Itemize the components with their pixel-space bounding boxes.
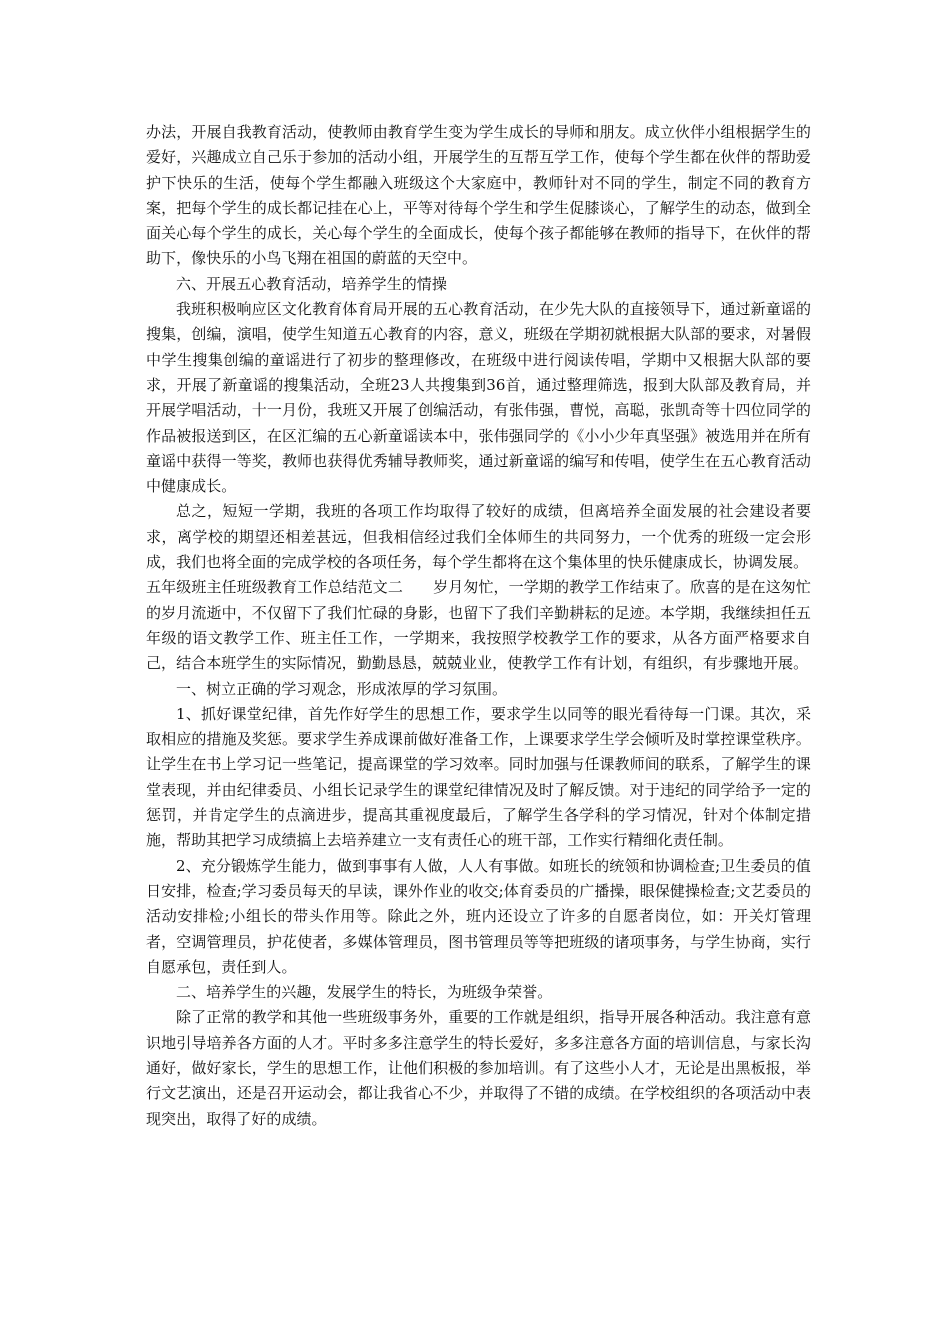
paragraph-classroom-discipline: 1、抓好课堂纪律，首先作好学生的思想工作，要求学生以同等的眼光看待每一门课。其次，采取相应的措施及奖惩。要求学生养成课前做好准备工作，上课要求学生学会倾听及时掌控课堂秩序。让学生在书上学习记一些笔记，提高课堂的学习效率。同时加强与任课教师间的联系，了解学生的课堂表现，并由纪律委员、小组长记录学生的课堂纪律情况及时了解反馈。对于违纪的同学给予一定的惩罚，并肯定学生的点滴进步，提高其重视度最后，了解学生各学科的学习情况，针对个体制定措施，帮助其把学习成绩搞上去培养建立一支有责任心的班干部，工作实行精细化责任制。 xyxy=(146,704,811,850)
paragraph-summary: 总之，短短一学期，我班的各项工作均取得了较好的成绩，但离培养全面发展的社会建设者要求，离学校的期望还相差甚远，但我相信经过我们全体师生的共同努力，一个优秀的班级一定会形成，我们也将全面的完成学校的各项任务，每个学生都将在这个集体里的快乐健康成长，协调发展。 xyxy=(146,502,811,572)
paragraph-section-two xyxy=(146,575,811,676)
heading-two: 二、培养学生的兴趣，发展学生的特长，为班级争荣誉。 xyxy=(176,983,553,1002)
paragraph-student-ability: 2、充分锻炼学生能力，做到事事有人做，人人有事做。如班长的统领和协调检查;卫生委员的值日安排，检查;学习委员每天的早读，课外作业的收交;体育委员的广播操，眼保健操检查;文艺委员的活动安排检;小组长的带头作用等。除此之外，班内还设立了许多的自愿者岗位，如：开关灯管理者，空调管理员，护花使者，多媒体管理员，图书管理员等等把班级的诸项事务，与学生协商，实行自愿承包，责任到人。 xyxy=(146,856,811,976)
heading-six: 六、开展五心教育活动，培养学生的情操 xyxy=(176,274,447,293)
document-body xyxy=(146,120,811,1132)
heading-one: 一、树立正确的学习观念，形成浓厚的学习氛围。 xyxy=(176,679,508,698)
section-title: 五年级班主任班级教育工作总结范文二 xyxy=(146,578,404,597)
paragraph-activities: 除了正常的教学和其他一些班级事务外，重要的工作就是组织，指导开展各种活动。我注意有意识地引导培养各方面的人才。平时多多注意学生的特长爱好，多多注意各方面的培训信息，与家长沟通好，做好家长，学生的思想工作，让他们积极的参加培训。有了这些小人才，无论是出黑板报，举行文艺演出，还是召开运动会，都让我省心不少，并取得了不错的成绩。在学校组织的各项活动中表现突出，取得了好的成绩。 xyxy=(146,1008,811,1128)
paragraph-intro: 办法，开展自我教育活动，使教师由教育学生变为学生成长的导师和朋友。成立伙伴小组根据学生的爱好，兴趣成立自己乐于参加的活动小组，开展学生的互帮互学工作，使每个学生都在伙伴的帮助爱护下快乐的生活，使每个学生都融入班级这个大家庭中，教师针对不同的学生，制定不同的教育方案，把每个学生的成长都记挂在心上，平等对待每个学生和学生促膝谈心，了解学生的动态，做到全面关心每个学生的成长，关心每个学生的全面成长，使每个孩子都能够在教师的指导下，在伙伴的帮助下，像快乐的小鸟飞翔在祖国的蔚蓝的天空中。 xyxy=(146,123,811,268)
paragraph-five-heart: 我班积极响应区文化教育体育局开展的五心教育活动，在少先大队的直接领导下，通过新童谣的搜集，创编，演唱，使学生知道五心教育的内容，意义，班级在学期初就根据大队部的要求，对暑假中学生搜集创编的童谣进行了初步的整理修改，在班级中进行阅读传唱，学期中又根据大队部的要求，开展了新童谣的搜集活动，全班23人共搜集到36首，通过整理筛选，报到大队部及教育局，并开展学唱活动，十一月份，我班又开展了创编活动，有张伟强，曹悦，高聪，张凯奇等十四位同学的作品被报送到区，在区汇编的五心新童谣读本中，张伟强同学的《小小少年真坚强》被选用并在所有童谣中获得一等奖，教师也获得优秀辅导教师奖，通过新童谣的编写和传唱，使学生在五心教育活动中健康成长。 xyxy=(146,300,811,496)
section-first-text: 岁月匆忙，一学期的教学工作结束了。欣喜的是在这匆忙的岁月流逝中，不仅留下了我们忙碌的身影，也留下了我们辛勤耕耘的足迹。本学期，我继续担任五年级的语文教学工作、班主任工作，一学期来，我按照学校教学工作的要求，从各方面严格要求自己，结合本班学生的实际情况，勤勤恳恳，兢兢业业，使教学工作有计划，有组织，有步骤地开展。 xyxy=(146,578,811,673)
